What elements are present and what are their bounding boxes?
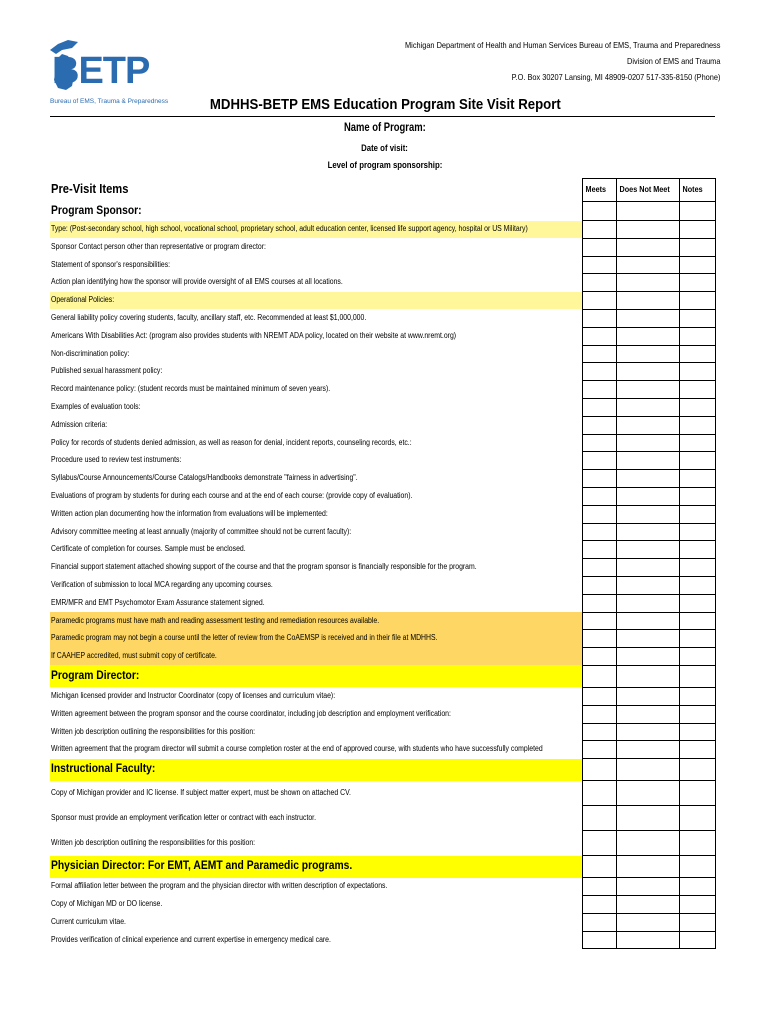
section-title: Physician Director: For EMT, AEMT and Paramedic programs.: [50, 856, 582, 878]
notes-cell[interactable]: [679, 806, 715, 831]
notes-cell[interactable]: [679, 221, 715, 239]
not-meet-cell[interactable]: [616, 505, 679, 523]
meets-cell[interactable]: [582, 913, 616, 931]
meets-cell[interactable]: [582, 541, 616, 559]
checklist-item-row: [50, 831, 715, 856]
notes-cell[interactable]: [679, 705, 715, 723]
notes-cell[interactable]: [679, 665, 715, 687]
notes-cell[interactable]: [679, 630, 715, 648]
checklist-item-row: [50, 687, 715, 705]
checklist-item-row: [50, 630, 715, 648]
meets-cell[interactable]: [582, 781, 616, 806]
notes-cell[interactable]: [679, 759, 715, 781]
visit-date-label: Date of visit:: [361, 143, 409, 154]
not-meet-cell[interactable]: [616, 345, 679, 363]
not-meet-cell[interactable]: [616, 594, 679, 612]
not-meet-cell[interactable]: [616, 274, 679, 292]
not-meet-cell[interactable]: [616, 452, 679, 470]
program-name-label: Name of Program:: [344, 122, 426, 134]
checklist-item-text: Procedure used to review test instruments:: [51, 455, 182, 465]
section-title: Program Director:: [50, 665, 582, 687]
checklist-item-row: [50, 363, 715, 381]
checklist-item-text: Examples of evaluation tools:: [51, 401, 141, 411]
page-title: MDHHS-BETP EMS Education Program Site Visit Report: [209, 96, 561, 113]
not-meet-cell[interactable]: [616, 292, 679, 310]
notes-cell[interactable]: [679, 292, 715, 310]
checklist-item-text: Record maintenance policy: (student records must be maintained minimum of seven years).: [51, 384, 331, 394]
not-meet-cell[interactable]: [616, 856, 679, 878]
meets-cell[interactable]: [582, 363, 616, 381]
col-does-not-meet-header: Does Not Meet: [616, 179, 679, 202]
notes-cell[interactable]: [679, 594, 715, 612]
checklist-item-row: [50, 594, 715, 612]
not-meet-cell[interactable]: [616, 665, 679, 687]
not-meet-cell[interactable]: [616, 931, 679, 949]
not-meet-cell[interactable]: [616, 612, 679, 630]
checklist-item-text: Financial support statement attached showing support of the course and that the program sponsor is financially responsible for the program.: [51, 562, 477, 572]
notes-cell[interactable]: [679, 913, 715, 931]
checklist-item-text: If CAAHEP accredited, must submit copy of certificate.: [50, 648, 582, 666]
not-meet-cell[interactable]: [616, 470, 679, 488]
meets-cell[interactable]: [582, 630, 616, 648]
section-title: Instructional Faculty:: [50, 759, 582, 781]
checklist-item-text: Written job description outlining the responsibilities for this position:: [51, 726, 256, 736]
checklist-item-text: Written agreement between the program sponsor and the course coordinator, including job description and employment verification:: [51, 708, 451, 718]
meets-cell[interactable]: [582, 452, 616, 470]
notes-cell[interactable]: [679, 523, 715, 541]
notes-cell[interactable]: [679, 723, 715, 741]
not-meet-cell[interactable]: [616, 238, 679, 256]
meets-cell[interactable]: [582, 434, 616, 452]
not-meet-cell[interactable]: [616, 309, 679, 327]
site-visit-checklist: [50, 178, 715, 949]
notes-cell[interactable]: [679, 831, 715, 856]
checklist-item-text: Published sexual harassment policy:: [51, 366, 163, 376]
checklist-item-text: Certificate of completion for courses. Sample must be enclosed.: [51, 544, 246, 554]
meets-cell[interactable]: [582, 292, 616, 310]
checklist-item-text: Current curriculum vitae.: [51, 916, 126, 926]
checklist-item-row: [50, 705, 715, 723]
meets-cell[interactable]: [582, 806, 616, 831]
agency-line-3: P.O. Box 30207 Lansing, MI 48909-0207 517-335-8150 (Phone): [511, 73, 720, 82]
meets-cell[interactable]: [582, 221, 616, 239]
checklist-item-row: [50, 781, 715, 806]
notes-cell[interactable]: [679, 505, 715, 523]
notes-cell[interactable]: [679, 856, 715, 878]
section-sponsor-row: [50, 202, 715, 221]
checklist-item-text: Sponsor Contact person other than representative or program director:: [51, 241, 266, 251]
not-meet-cell[interactable]: [616, 723, 679, 741]
meets-cell[interactable]: [582, 759, 616, 781]
checklist-item-text: Action plan identifying how the sponsor will provide oversight of all EMS courses at all locations.: [51, 277, 343, 287]
not-meet-cell[interactable]: [616, 381, 679, 399]
checklist-item-text: Formal affiliation letter between the program and the physician director with written description of expectations.: [51, 881, 388, 891]
checklist-item-text: Syllabus/Course Announcements/Course Catalogs/Handbooks demonstrate "fairness in advertising".: [51, 473, 358, 483]
notes-cell[interactable]: [679, 416, 715, 434]
checklist-item-text: EMR/MFR and EMT Psychomotor Exam Assurance statement signed.: [51, 597, 265, 607]
checklist-item-row: [50, 381, 715, 399]
meets-cell[interactable]: [582, 576, 616, 594]
checklist-item-text: Paramedic programs must have math and reading assessment testing and remediation resources available.: [50, 612, 582, 630]
checklist-item-text: Statement of sponsor's responsibilities:: [51, 259, 171, 269]
not-meet-cell[interactable]: [616, 687, 679, 705]
checklist-item-text: Written job description outlining the responsibilities for this position:: [51, 837, 256, 847]
meets-cell[interactable]: [582, 705, 616, 723]
section-title: Program Sponsor:: [51, 202, 142, 217]
section-physician-row: [50, 856, 715, 878]
checklist-item-row: [50, 221, 715, 239]
checklist-item-row: [50, 913, 715, 931]
checklist-item-row: [50, 292, 715, 310]
meets-cell[interactable]: [582, 309, 616, 327]
checklist-item-row: [50, 723, 715, 741]
checklist-table: [50, 178, 716, 949]
meets-cell[interactable]: [582, 470, 616, 488]
meets-cell[interactable]: [582, 895, 616, 913]
checklist-item-row: [50, 345, 715, 363]
notes-cell[interactable]: [679, 202, 715, 221]
meets-cell[interactable]: [582, 381, 616, 399]
meets-cell[interactable]: [582, 559, 616, 577]
not-meet-cell[interactable]: [616, 576, 679, 594]
checklist-item-row: [50, 470, 715, 488]
meets-cell[interactable]: [582, 398, 616, 416]
notes-cell[interactable]: [679, 363, 715, 381]
checklist-item-text: General liability policy covering students, faculty, ancillary staff, etc. Recommended at least $1,000,000.: [51, 312, 367, 322]
meets-cell[interactable]: [582, 274, 616, 292]
not-meet-cell[interactable]: [616, 523, 679, 541]
checklist-item-text: Provides verification of clinical experience and current expertise in emergency medical care.: [51, 934, 331, 944]
meets-cell[interactable]: [582, 665, 616, 687]
not-meet-cell[interactable]: [616, 913, 679, 931]
not-meet-cell[interactable]: [616, 327, 679, 345]
notes-cell[interactable]: [679, 741, 715, 759]
notes-cell[interactable]: [679, 781, 715, 806]
checklist-item-text: Verification of submission to local MCA regarding any upcoming courses.: [51, 579, 273, 589]
notes-cell[interactable]: [679, 895, 715, 913]
meets-cell[interactable]: [582, 327, 616, 345]
checklist-item-text: Michigan licensed provider and Instructor Coordinator (copy of licenses and curriculum vitae):: [51, 690, 336, 700]
section-director-row: [50, 665, 715, 687]
checklist-item-text: Type: (Post-secondary school, high school, vocational school, proprietary school, adult education center, licensed life support agency, hospital or US Military): [50, 221, 582, 239]
logo-tagline: Bureau of EMS, Trauma & Preparedness: [50, 98, 169, 105]
notes-cell[interactable]: [679, 452, 715, 470]
meets-cell[interactable]: [582, 202, 616, 221]
not-meet-cell[interactable]: [616, 398, 679, 416]
checklist-item-row: [50, 878, 715, 896]
not-meet-cell[interactable]: [616, 781, 679, 806]
notes-cell[interactable]: [679, 487, 715, 505]
notes-cell[interactable]: [679, 687, 715, 705]
checklist-item-row: [50, 238, 715, 256]
not-meet-cell[interactable]: [616, 221, 679, 239]
not-meet-cell[interactable]: [616, 363, 679, 381]
not-meet-cell[interactable]: [616, 416, 679, 434]
not-meet-cell[interactable]: [616, 895, 679, 913]
checklist-item-row: [50, 576, 715, 594]
not-meet-cell[interactable]: [616, 831, 679, 856]
meets-cell[interactable]: [582, 648, 616, 666]
checklist-item-row: [50, 741, 715, 759]
agency-address-block: [405, 38, 720, 86]
not-meet-cell[interactable]: [616, 648, 679, 666]
checklist-item-text: Copy of Michigan MD or DO license.: [51, 898, 163, 908]
checklist-item-text: Non-discrimination policy:: [51, 348, 130, 358]
title-divider: [50, 116, 715, 117]
meets-cell[interactable]: [582, 505, 616, 523]
checklist-item-row: [50, 505, 715, 523]
checklist-item-row: [50, 895, 715, 913]
agency-line-1: Michigan Department of Health and Human Services Bureau of EMS, Trauma and Preparedness: [404, 41, 720, 50]
section-faculty-row: [50, 759, 715, 781]
checklist-item-row: [50, 309, 715, 327]
notes-cell[interactable]: [679, 931, 715, 949]
meets-cell[interactable]: [582, 741, 616, 759]
checklist-item-row: [50, 648, 715, 666]
notes-cell[interactable]: [679, 434, 715, 452]
not-meet-cell[interactable]: [616, 559, 679, 577]
sponsorship-level-label: Level of program sponsorship:: [327, 160, 443, 171]
checklist-item-row: [50, 256, 715, 274]
notes-cell[interactable]: [679, 274, 715, 292]
meets-cell[interactable]: [582, 878, 616, 896]
notes-cell[interactable]: [679, 381, 715, 399]
pre-visit-heading: Pre-Visit Items: [51, 180, 129, 196]
meets-cell[interactable]: [582, 931, 616, 949]
not-meet-cell[interactable]: [616, 434, 679, 452]
notes-cell[interactable]: [679, 576, 715, 594]
notes-cell[interactable]: [679, 327, 715, 345]
checklist-item-text: Copy of Michigan provider and IC license. If subject matter expert, must be shown on attached CV.: [51, 787, 351, 797]
meets-cell[interactable]: [582, 831, 616, 856]
checklist-item-row: [50, 327, 715, 345]
checklist-item-row: [50, 416, 715, 434]
meets-cell[interactable]: [582, 345, 616, 363]
checklist-item-text: Written action plan documenting how the information from evaluations will be implemented:: [51, 508, 328, 518]
meets-cell[interactable]: [582, 487, 616, 505]
meets-cell[interactable]: [582, 612, 616, 630]
meets-cell[interactable]: [582, 687, 616, 705]
checklist-item-text: Evaluations of program by students for during each course and at the end of each course: (provide copy of evaluation).: [51, 490, 413, 500]
meets-cell[interactable]: [582, 723, 616, 741]
notes-cell[interactable]: [679, 559, 715, 577]
notes-cell[interactable]: [679, 648, 715, 666]
not-meet-cell[interactable]: [616, 741, 679, 759]
notes-cell[interactable]: [679, 256, 715, 274]
notes-cell[interactable]: [679, 309, 715, 327]
checklist-item-row: [50, 523, 715, 541]
checklist-item-text: Americans With Disabilities Act: (program also provides students with NREMT ADA policy, located on their website at www.nremt.org): [51, 330, 457, 340]
checklist-item-text: Operational Policies:: [50, 292, 582, 310]
notes-cell[interactable]: [679, 878, 715, 896]
checklist-item-text: Paramedic program may not begin a course until the letter of review from the CoAEMSP is received and in their file at MDHHS.: [50, 630, 582, 648]
checklist-item-text: Admission criteria:: [51, 419, 108, 429]
notes-cell[interactable]: [679, 470, 715, 488]
checklist-item-row: [50, 434, 715, 452]
not-meet-cell[interactable]: [616, 806, 679, 831]
meets-cell[interactable]: [582, 238, 616, 256]
checklist-item-row: [50, 559, 715, 577]
not-meet-cell[interactable]: [616, 630, 679, 648]
not-meet-cell[interactable]: [616, 878, 679, 896]
agency-line-2: Division of EMS and Trauma: [626, 57, 720, 66]
not-meet-cell[interactable]: [616, 256, 679, 274]
meets-cell[interactable]: [582, 256, 616, 274]
checklist-item-row: [50, 541, 715, 559]
notes-cell[interactable]: [679, 612, 715, 630]
checklist-item-row: [50, 612, 715, 630]
checklist-item-row: [50, 931, 715, 949]
not-meet-cell[interactable]: [616, 541, 679, 559]
checklist-item-row: [50, 398, 715, 416]
checklist-item-row: [50, 452, 715, 470]
checklist-item-text: Advisory committee meeting at least annually (majority of committee should not be current faculty):: [51, 526, 352, 536]
meets-cell[interactable]: [582, 856, 616, 878]
logo-wordmark: BETP: [52, 50, 150, 92]
notes-cell[interactable]: [679, 541, 715, 559]
notes-cell[interactable]: [679, 238, 715, 256]
checklist-item-text: Written agreement that the program director will submit a course completion roster at the end of approved course, with students who have successfully completed: [51, 744, 543, 754]
not-meet-cell[interactable]: [616, 202, 679, 221]
meets-cell[interactable]: [582, 594, 616, 612]
checklist-item-text: Policy for records of students denied admission, as well as reason for denial, incident reports, counseling records, etc.:: [51, 437, 412, 447]
meets-cell[interactable]: [582, 523, 616, 541]
col-notes-header: Notes: [679, 179, 715, 202]
checklist-item-text: Sponsor must provide an employment verification letter or contract with each instructor.: [51, 812, 317, 822]
not-meet-cell[interactable]: [616, 487, 679, 505]
checklist-item-row: [50, 274, 715, 292]
notes-cell[interactable]: [679, 398, 715, 416]
checklist-item-row: [50, 806, 715, 831]
table-header-row: [50, 179, 715, 202]
notes-cell[interactable]: [679, 345, 715, 363]
not-meet-cell[interactable]: [616, 759, 679, 781]
meets-cell[interactable]: [582, 416, 616, 434]
col-meets-header: Meets: [582, 179, 616, 202]
not-meet-cell[interactable]: [616, 705, 679, 723]
checklist-item-row: [50, 487, 715, 505]
